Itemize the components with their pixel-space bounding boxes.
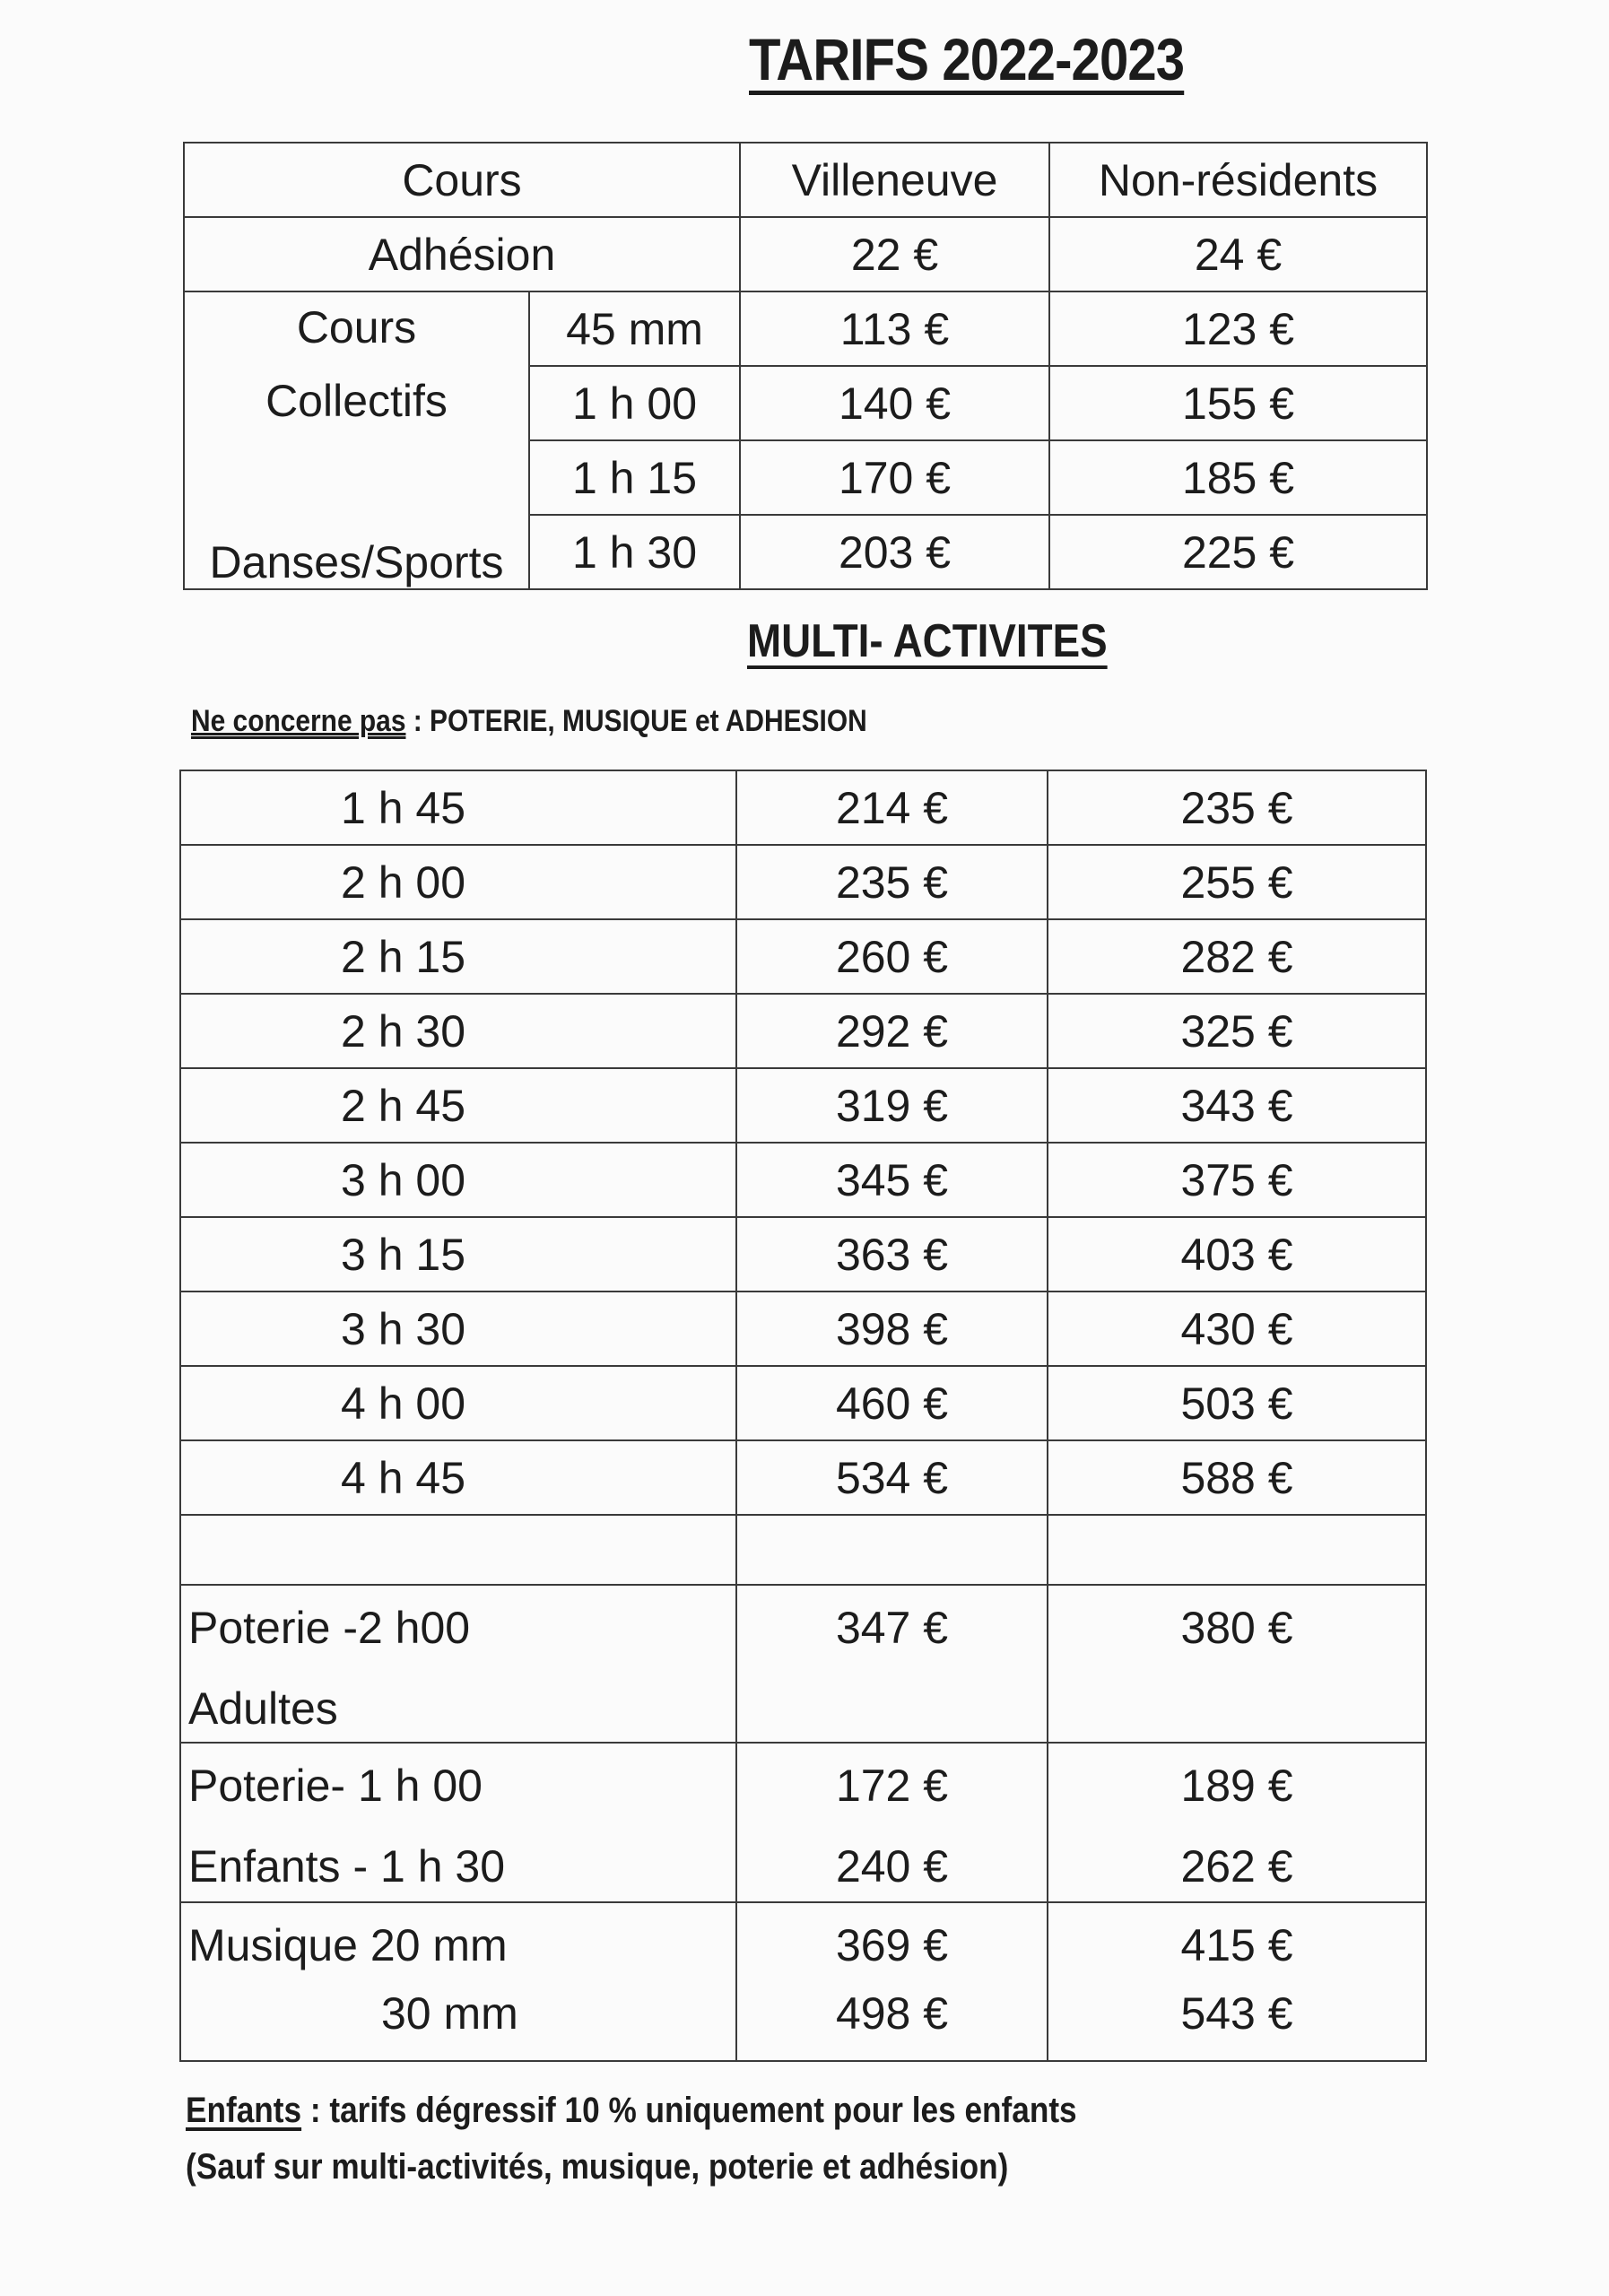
price-villeneuve: 498 € bbox=[835, 1988, 949, 2039]
poterie-adultes-label bbox=[180, 1585, 736, 1743]
table-row-poterie-adultes bbox=[180, 1585, 1426, 1743]
price-non-residents: 343 € bbox=[1048, 1068, 1426, 1143]
footer-line2: (Sauf sur multi-activités, musique, poterie et adhésion) bbox=[186, 2147, 1009, 2187]
price-non-residents: 225 € bbox=[1049, 515, 1427, 589]
adhesion-label: Adhésion bbox=[184, 217, 740, 291]
exclusion-note-text: : POTERIE, MUSIQUE et ADHESION bbox=[405, 704, 867, 738]
price-non-residents: 375 € bbox=[1048, 1143, 1426, 1217]
table-row-poterie-enfants bbox=[180, 1743, 1426, 1902]
footer-note bbox=[186, 2083, 1077, 2196]
table-row-musique bbox=[180, 1902, 1426, 2061]
duration-cell: 2 h 15 bbox=[180, 919, 736, 994]
duration-cell: 2 h 45 bbox=[180, 1068, 736, 1143]
footer-line1-text: : tarifs dégressif 10 % uniquement pour les enfants bbox=[301, 2091, 1077, 2130]
table-row bbox=[180, 919, 1426, 994]
price-villeneuve: 170 € bbox=[740, 440, 1049, 515]
price-villeneuve: 345 € bbox=[736, 1143, 1048, 1217]
blank-cell bbox=[736, 1515, 1048, 1585]
adhesion-non-residents: 24 € bbox=[1049, 217, 1427, 291]
exclusion-note bbox=[191, 704, 867, 739]
musique-label bbox=[180, 1902, 736, 2061]
price-villeneuve: 363 € bbox=[736, 1217, 1048, 1292]
collectifs-label: Collectifs bbox=[265, 376, 448, 426]
price-non-residents: 543 € bbox=[1180, 1988, 1293, 2039]
price-non-residents: 415 € bbox=[1180, 1920, 1293, 1970]
table-row bbox=[180, 845, 1426, 919]
price-non-residents: 262 € bbox=[1180, 1841, 1293, 1892]
price-non-residents: 503 € bbox=[1048, 1366, 1426, 1440]
price-villeneuve: 172 € bbox=[835, 1761, 949, 1811]
table-row bbox=[180, 1143, 1426, 1217]
musique-villeneuve bbox=[736, 1902, 1048, 2061]
poterie-enfants-line1: Poterie- 1 h 00 bbox=[188, 1761, 483, 1811]
musique-non-residents bbox=[1048, 1902, 1426, 2061]
table-row bbox=[180, 770, 1426, 845]
table-row bbox=[184, 291, 1427, 366]
table-row-blank bbox=[180, 1515, 1426, 1585]
price-villeneuve: 369 € bbox=[835, 1920, 949, 1970]
footer-line1 bbox=[186, 2083, 1077, 2139]
blank-cell bbox=[1048, 1515, 1426, 1585]
price-villeneuve: 347 € bbox=[736, 1585, 1048, 1743]
price-non-residents: 325 € bbox=[1048, 994, 1426, 1068]
price-villeneuve: 203 € bbox=[740, 515, 1049, 589]
table-row bbox=[180, 1292, 1426, 1366]
duration-cell: 4 h 45 bbox=[180, 1440, 736, 1515]
footer-label: Enfants bbox=[186, 2091, 302, 2130]
poterie-enfants-villeneuve bbox=[736, 1743, 1048, 1902]
duration-cell: 2 h 30 bbox=[180, 994, 736, 1068]
duration-cell: 1 h 30 bbox=[529, 515, 740, 589]
duration-cell: 2 h 00 bbox=[180, 845, 736, 919]
price-non-residents: 185 € bbox=[1049, 440, 1427, 515]
duration-cell: 4 h 00 bbox=[180, 1366, 736, 1440]
price-non-residents: 588 € bbox=[1048, 1440, 1426, 1515]
price-villeneuve: 260 € bbox=[736, 919, 1048, 994]
poterie-enfants-non-residents bbox=[1048, 1743, 1426, 1902]
table-row bbox=[180, 1366, 1426, 1440]
duration-cell: 1 h 15 bbox=[529, 440, 740, 515]
poterie-enfants-label bbox=[180, 1743, 736, 1902]
price-non-residents: 155 € bbox=[1049, 366, 1427, 440]
duration-cell: 1 h 45 bbox=[180, 770, 736, 845]
price-villeneuve: 240 € bbox=[835, 1841, 949, 1892]
table-row-adhesion bbox=[184, 217, 1427, 291]
poterie-enfants-line2: Enfants - 1 h 30 bbox=[188, 1841, 506, 1892]
danses-sports-label: Danses/Sports bbox=[209, 537, 504, 587]
adhesion-villeneuve: 22 € bbox=[740, 217, 1049, 291]
price-non-residents: 235 € bbox=[1048, 770, 1426, 845]
blank-cell bbox=[180, 1515, 736, 1585]
price-villeneuve: 319 € bbox=[736, 1068, 1048, 1143]
price-villeneuve: 292 € bbox=[736, 994, 1048, 1068]
header-cours: Cours bbox=[184, 143, 740, 217]
price-non-residents: 403 € bbox=[1048, 1217, 1426, 1292]
price-villeneuve: 113 € bbox=[740, 291, 1049, 366]
price-non-residents: 255 € bbox=[1048, 845, 1426, 919]
price-non-residents: 430 € bbox=[1048, 1292, 1426, 1366]
duration-cell: 45 mm bbox=[529, 291, 740, 366]
price-non-residents: 189 € bbox=[1180, 1761, 1293, 1811]
duration-cell: 3 h 00 bbox=[180, 1143, 736, 1217]
duration-cell: 3 h 30 bbox=[180, 1292, 736, 1366]
table-row bbox=[180, 1217, 1426, 1292]
price-villeneuve: 398 € bbox=[736, 1292, 1048, 1366]
price-non-residents: 282 € bbox=[1048, 919, 1426, 994]
multi-activites-table bbox=[179, 770, 1427, 2062]
duration-cell: 1 h 00 bbox=[529, 366, 740, 440]
price-villeneuve: 460 € bbox=[736, 1366, 1048, 1440]
page-title: TARIFS 2022-2023 bbox=[749, 26, 1185, 92]
main-tariff-table bbox=[183, 142, 1428, 590]
price-villeneuve: 214 € bbox=[736, 770, 1048, 845]
poterie-adultes-line1: Poterie -2 h00 bbox=[188, 1603, 471, 1653]
table-row bbox=[180, 1068, 1426, 1143]
table-header-row bbox=[184, 143, 1427, 217]
table-row bbox=[180, 994, 1426, 1068]
duration-cell: 3 h 15 bbox=[180, 1217, 736, 1292]
cours-collectifs-label bbox=[184, 291, 529, 589]
multi-activites-title: MULTI- ACTIVITES bbox=[747, 615, 1108, 667]
table-row bbox=[180, 1440, 1426, 1515]
price-villeneuve: 534 € bbox=[736, 1440, 1048, 1515]
header-villeneuve: Villeneuve bbox=[740, 143, 1049, 217]
price-villeneuve: 235 € bbox=[736, 845, 1048, 919]
musique-line1: Musique 20 mm bbox=[188, 1920, 508, 1970]
musique-line2: 30 mm bbox=[381, 1988, 518, 2039]
poterie-adultes-line2: Adultes bbox=[188, 1683, 338, 1734]
price-non-residents: 380 € bbox=[1048, 1585, 1426, 1743]
exclusion-note-label: Ne concerne pas bbox=[191, 704, 406, 738]
cours-label: Cours bbox=[296, 302, 417, 352]
price-non-residents: 123 € bbox=[1049, 291, 1427, 366]
header-non-residents: Non-résidents bbox=[1049, 143, 1427, 217]
price-villeneuve: 140 € bbox=[740, 366, 1049, 440]
